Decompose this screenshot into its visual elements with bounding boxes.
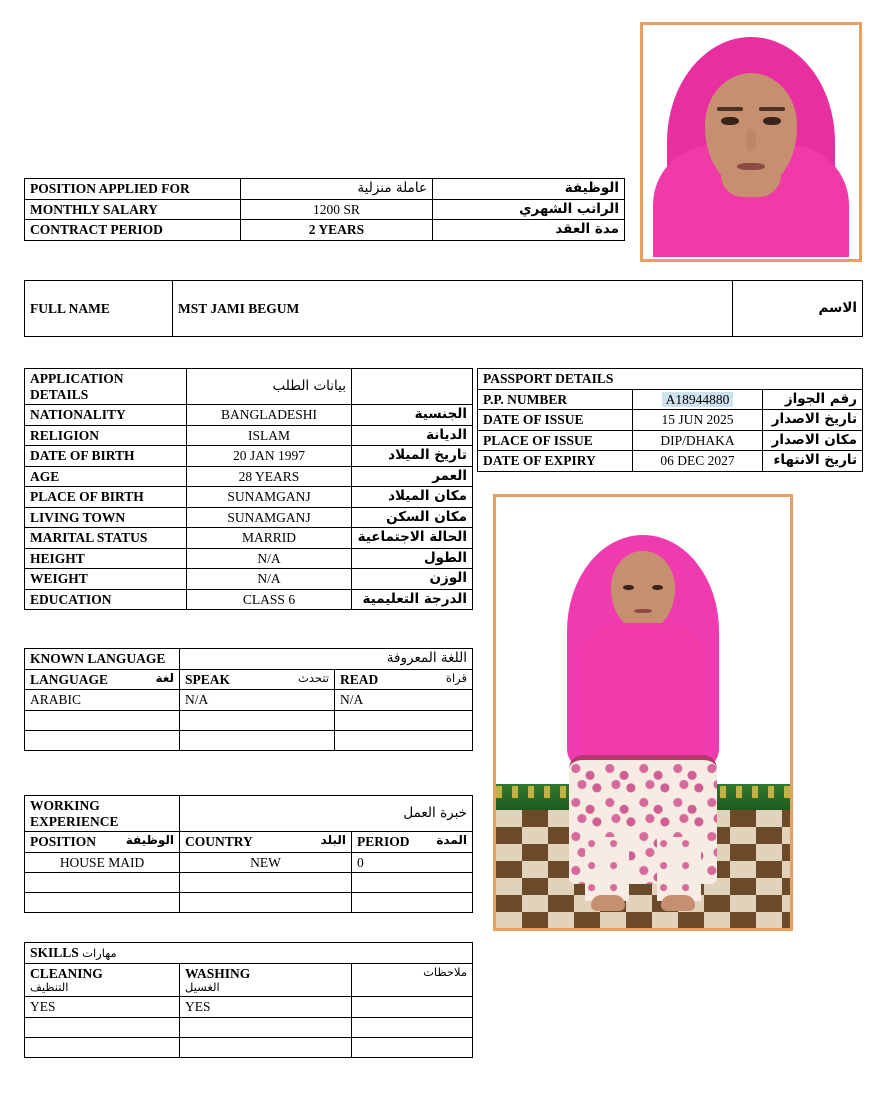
applicant-headshot-photo [640, 22, 862, 262]
table-row [25, 730, 473, 750]
living-town-label: LIVING TOWN [25, 507, 187, 528]
application-details-header: APPLICATION DETAILS [25, 369, 187, 405]
table-row [478, 451, 863, 472]
application-details-header-arabic: بيانات الطلب [187, 369, 352, 405]
skills-header-cell [25, 943, 473, 964]
position-column-arabic: الوظيفة [125, 833, 174, 848]
read-value: N/A [335, 690, 473, 711]
contract-period-arabic: مدة العقد [433, 220, 625, 241]
washing-value: YES [180, 997, 352, 1018]
religion-label: RELIGION [25, 425, 187, 446]
table-row [478, 410, 863, 431]
read-column-arabic: قراة [445, 670, 467, 685]
date-of-issue-label: DATE OF ISSUE [478, 410, 633, 431]
speak-value: N/A [180, 690, 335, 711]
table-row [478, 430, 863, 451]
cleaning-value [25, 1037, 180, 1057]
nationality-label: NATIONALITY [25, 405, 187, 426]
full-name-arabic: الاسم [733, 281, 863, 337]
date-of-birth-value: 20 JAN 1997 [187, 446, 352, 467]
washing-value [180, 1017, 352, 1037]
table-row [25, 690, 473, 711]
leg-left-shape [585, 837, 629, 901]
experience-position-value [25, 873, 180, 893]
height-arabic: الطول [352, 548, 473, 569]
mouth-shape [634, 609, 652, 613]
application-details-table [24, 368, 473, 610]
table-row [478, 389, 863, 410]
period-column-arabic: المدة [436, 833, 468, 848]
position-applied-for-label: POSITION APPLIED FOR [25, 179, 241, 200]
marital-status-arabic: الحالة الاجتماعية [352, 528, 473, 549]
weight-label: WEIGHT [25, 569, 187, 590]
language-value [25, 710, 180, 730]
notes-value [352, 1017, 473, 1037]
washing-column-label: WASHING [185, 965, 251, 981]
date-of-expiry-value: 06 DEC 2027 [633, 451, 763, 472]
table-row [25, 1017, 473, 1037]
place-of-birth-label: PLACE OF BIRTH [25, 487, 187, 508]
read-column-label: READ [340, 671, 379, 687]
date-of-birth-arabic: تاريخ الميلاد [352, 446, 473, 467]
foot-right-shape [661, 895, 695, 911]
skills-header-arabic: مهارات [82, 946, 117, 960]
age-arabic: العمر [352, 466, 473, 487]
nose-shape [746, 129, 756, 151]
nationality-value: BANGLADESHI [187, 405, 352, 426]
speak-column-header [180, 669, 335, 690]
contract-period-label: CONTRACT PERIOD [25, 220, 241, 241]
passport-details-table [477, 368, 863, 472]
living-town-value: SUNAMGANJ [187, 507, 352, 528]
table-row [25, 199, 625, 220]
experience-period-value: 0 [352, 852, 473, 873]
language-value: ARABIC [25, 690, 180, 711]
table-row [25, 405, 473, 426]
height-value: N/A [187, 548, 352, 569]
table-row [25, 466, 473, 487]
cleaning-column-arabic: التنظيف [30, 980, 69, 995]
date-of-issue-arabic: تاريخ الاصدار [763, 410, 863, 431]
living-town-arabic: مكان السكن [352, 507, 473, 528]
education-value: CLASS 6 [187, 589, 352, 610]
table-row [25, 179, 625, 200]
experience-position-value [25, 893, 180, 913]
table-header-row [25, 796, 473, 832]
height-label: HEIGHT [25, 548, 187, 569]
mouth-shape [737, 163, 765, 170]
hijab-front-shape [581, 623, 705, 775]
table-row [25, 281, 863, 337]
notes-column-arabic: ملاحظات [423, 964, 468, 979]
table-row [25, 507, 473, 528]
position-details-table [24, 178, 625, 241]
experience-period-value [352, 893, 473, 913]
table-header-row [25, 369, 473, 405]
place-of-birth-arabic: مكان الميلاد [352, 487, 473, 508]
marital-status-value: MARRID [187, 528, 352, 549]
face-shape [611, 551, 675, 629]
read-value [335, 730, 473, 750]
date-of-birth-label: DATE OF BIRTH [25, 446, 187, 467]
place-of-birth-value: SUNAMGANJ [187, 487, 352, 508]
eye-right-shape [763, 117, 781, 125]
language-column-arabic: لغة [155, 670, 174, 685]
table-row [25, 220, 625, 241]
full-name-value: MST JAMI BEGUM [173, 281, 733, 337]
speak-value [180, 710, 335, 730]
table-row [25, 873, 473, 893]
experience-position-value: HOUSE MAID [25, 852, 180, 873]
skills-table [24, 942, 473, 1058]
washing-column-arabic: الغسيل [185, 980, 220, 995]
cleaning-value [25, 1017, 180, 1037]
eye-left-shape [721, 117, 739, 125]
eyebrow-right-shape [759, 107, 785, 111]
date-of-expiry-label: DATE OF EXPIRY [478, 451, 633, 472]
table-row [25, 548, 473, 569]
date-of-issue-value: 15 JUN 2025 [633, 410, 763, 431]
age-label: AGE [25, 466, 187, 487]
foot-left-shape [591, 895, 625, 911]
speak-value [180, 730, 335, 750]
table-row [25, 589, 473, 610]
table-row [25, 528, 473, 549]
table-row [25, 569, 473, 590]
table-row [25, 997, 473, 1018]
washing-value [180, 1037, 352, 1057]
table-column-header-row [25, 669, 473, 690]
age-value: 28 YEARS [187, 466, 352, 487]
country-column-arabic: البلد [320, 833, 346, 848]
table-header-row [25, 943, 473, 964]
language-column-label: LANGUAGE [30, 671, 109, 687]
application-details-header-spacer [352, 369, 473, 405]
cleaning-column-label: CLEANING [30, 965, 103, 981]
period-column-header [352, 832, 473, 853]
passport-details-header: PASSPORT DETAILS [478, 369, 863, 390]
weight-arabic: الوزن [352, 569, 473, 590]
speak-column-label: SPEAK [185, 671, 231, 687]
table-header-row [478, 369, 863, 390]
eye-left-shape [623, 585, 634, 590]
weight-value: N/A [187, 569, 352, 590]
position-column-label: POSITION [30, 834, 97, 850]
full-name-table [24, 280, 863, 337]
position-applied-for-value: عاملة منزلية [241, 179, 433, 200]
position-applied-for-arabic: الوظيفة [433, 179, 625, 200]
education-arabic: الدرجة التعليمية [352, 589, 473, 610]
eye-right-shape [652, 585, 663, 590]
country-column-label: COUNTRY [185, 834, 253, 850]
table-row [25, 852, 473, 873]
table-row [25, 893, 473, 913]
experience-country-value [180, 873, 352, 893]
full-name-label: FULL NAME [25, 281, 173, 337]
read-value [335, 710, 473, 730]
eyebrow-left-shape [717, 107, 743, 111]
contract-period-value: 2 YEARS [241, 220, 433, 241]
known-language-header: KNOWN LANGUAGE [25, 649, 180, 670]
table-column-header-row [25, 963, 473, 997]
religion-value: ISLAM [187, 425, 352, 446]
notes-value [352, 1037, 473, 1057]
table-header-row [25, 649, 473, 670]
working-experience-header: WORKING EXPERIENCE [25, 796, 180, 832]
place-of-issue-value: DIP/DHAKA [633, 430, 763, 451]
cleaning-column-header [25, 963, 180, 997]
place-of-issue-arabic: مكان الاصدار [763, 430, 863, 451]
monthly-salary-value: 1200 SR [241, 199, 433, 220]
washing-column-header [180, 963, 352, 997]
working-experience-header-arabic: خبرة العمل [180, 796, 473, 832]
monthly-salary-arabic: الراتب الشهري [433, 199, 625, 220]
language-column-header [25, 669, 180, 690]
table-row [25, 710, 473, 730]
read-column-header [335, 669, 473, 690]
table-column-header-row [25, 832, 473, 853]
table-row [25, 446, 473, 467]
notes-column-header [352, 963, 473, 997]
cleaning-value: YES [25, 997, 180, 1018]
known-language-table [24, 648, 473, 751]
known-language-header-arabic: اللغة المعروفة [180, 649, 473, 670]
marital-status-label: MARITAL STATUS [25, 528, 187, 549]
table-row [25, 425, 473, 446]
date-of-expiry-arabic: تاريخ الانتهاء [763, 451, 863, 472]
experience-country-value [180, 893, 352, 913]
speak-column-arabic: تتحدث [298, 670, 329, 685]
notes-value [352, 997, 473, 1018]
nationality-arabic: الجنسية [352, 405, 473, 426]
place-of-issue-label: PLACE OF ISSUE [478, 430, 633, 451]
applicant-full-body-photo [493, 494, 793, 931]
passport-number-value [633, 389, 763, 410]
position-column-header [25, 832, 180, 853]
skills-header: SKILLS [30, 945, 79, 960]
religion-arabic: الديانة [352, 425, 473, 446]
passport-number-arabic: رقم الجواز [763, 389, 863, 410]
working-experience-table [24, 795, 473, 913]
passport-number-label: P.P. NUMBER [478, 389, 633, 410]
country-column-header [180, 832, 352, 853]
experience-period-value [352, 873, 473, 893]
period-column-label: PERIOD [357, 834, 410, 850]
table-row [25, 487, 473, 508]
monthly-salary-label: MONTHLY SALARY [25, 199, 241, 220]
education-label: EDUCATION [25, 589, 187, 610]
leg-right-shape [657, 837, 701, 901]
experience-country-value: NEW [180, 852, 352, 873]
passport-number-highlight: A18944880 [662, 392, 734, 407]
language-value [25, 730, 180, 750]
table-row [25, 1037, 473, 1057]
